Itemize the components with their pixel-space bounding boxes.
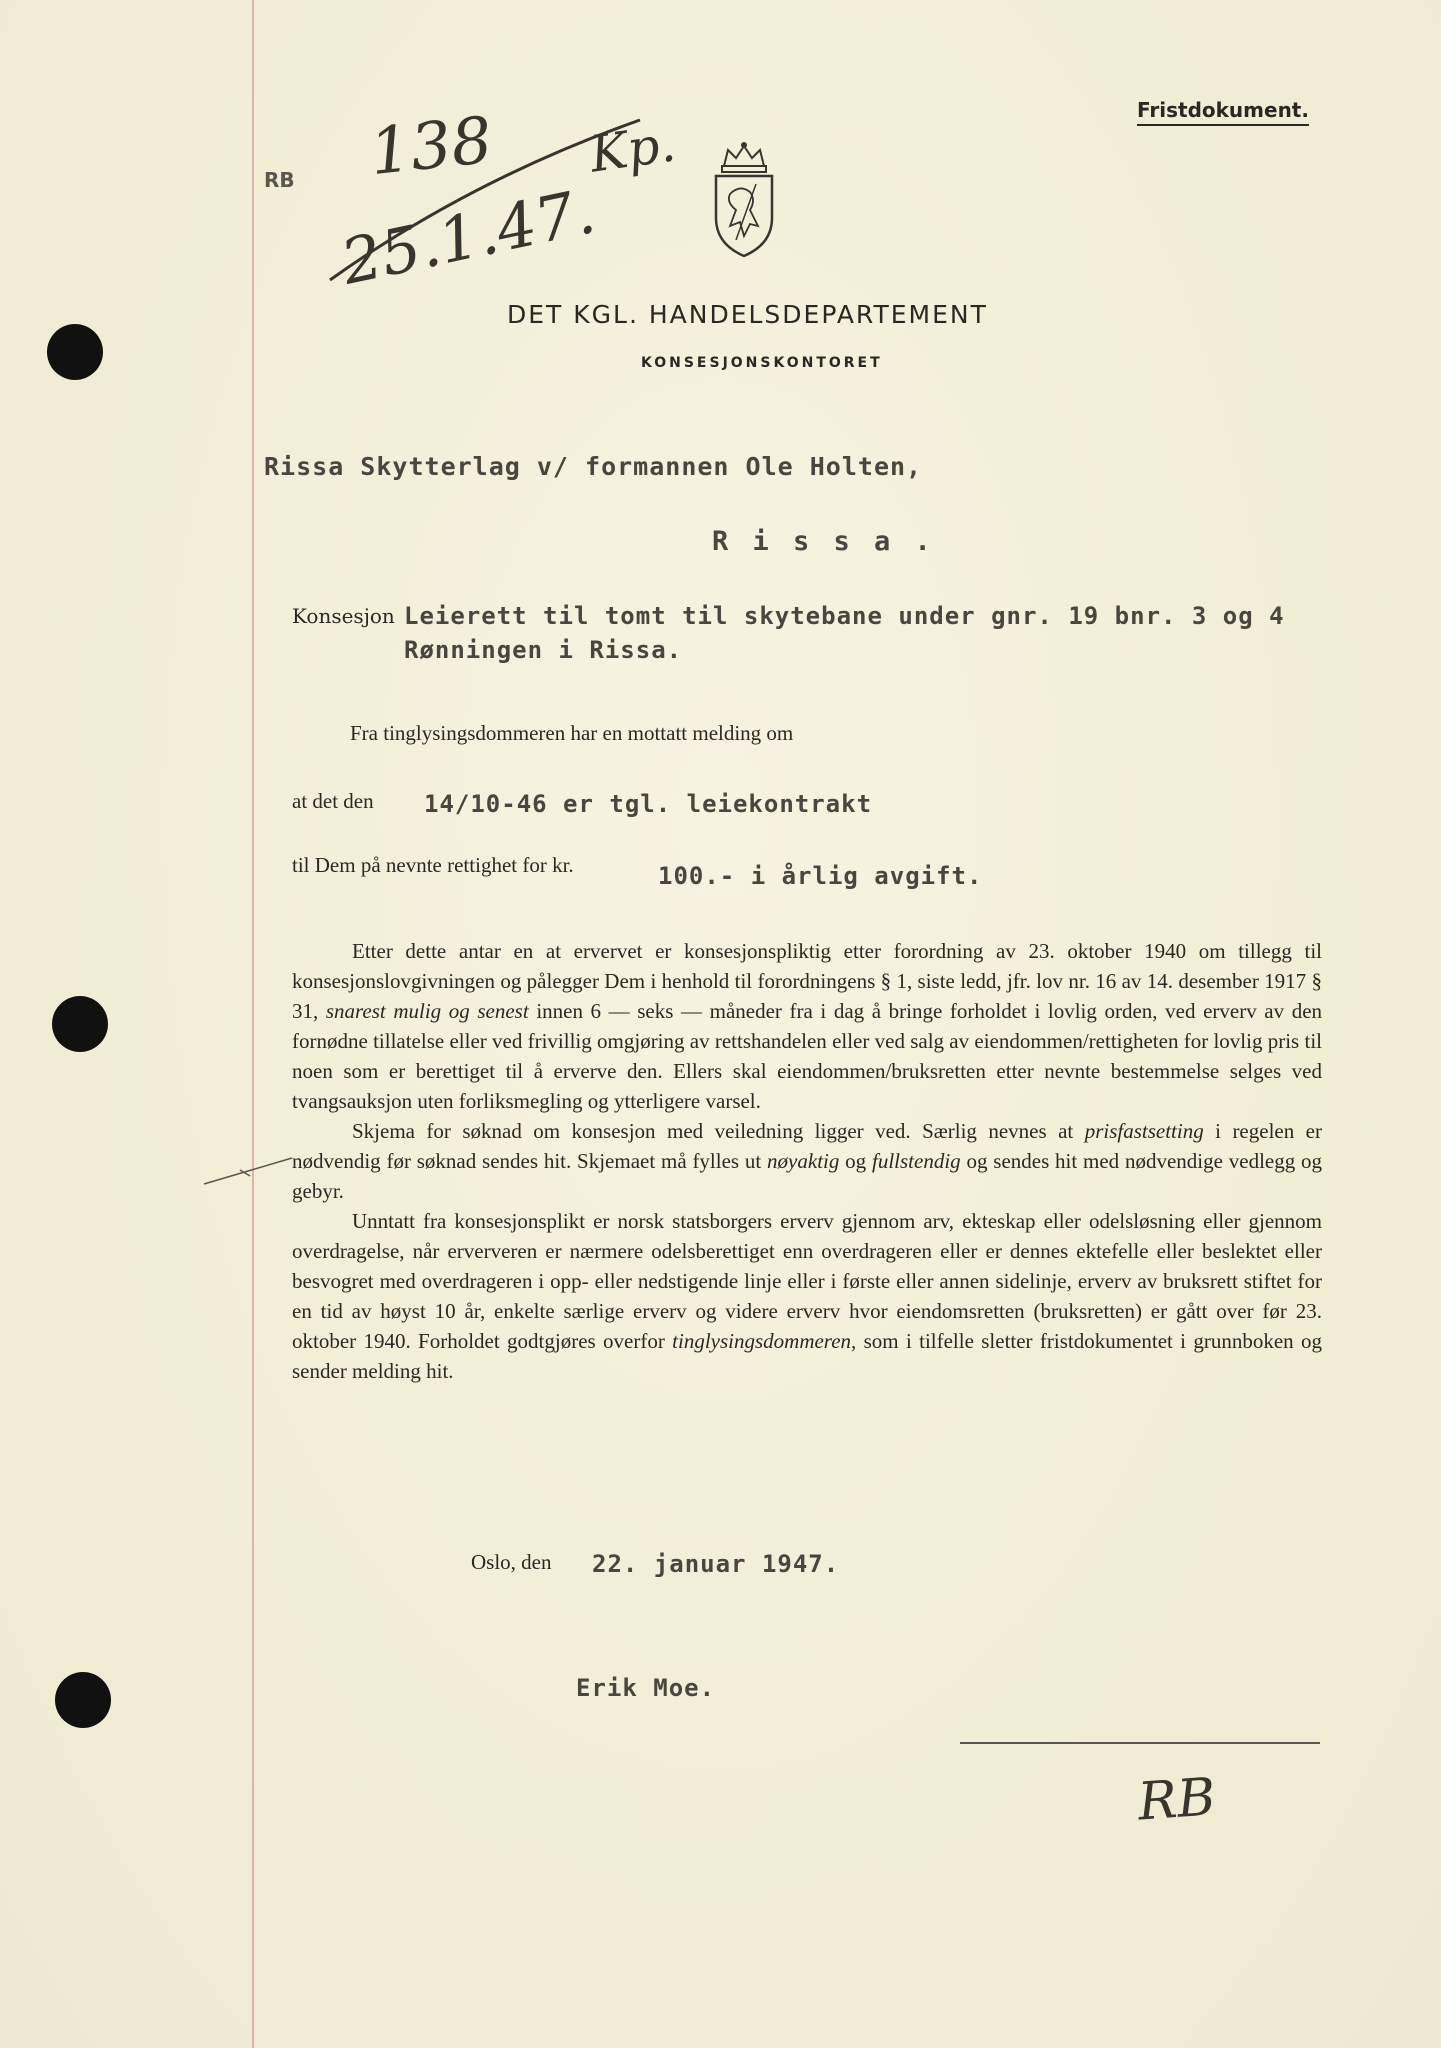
body-text [292, 936, 1322, 1386]
paragraph-1: Etter dette antar en at ervervet er konsesjonspliktig etter forordning av 23. oktober 1940 om tillegg til konsesjonslovgivningen og pålegger Dem i henhold til forordningens § 1, siste ledd, jfr. lov nr. 16 av 14. desember 1917 § 31, snarest mulig og senest innen 6 — seks — måneder fra i dag å bringe forholdet i lovlig orden, ved erverv av den fornødne tillatelse eller ved frivillig omgjøring av rettshandelen eller ved salg av eiendommen/rettigheten for lovlig pris til noen som er berettiget til å erverve den. Ellers skal eiendommen/bruksretten etter nevnte bestemmelse selges ved tvangsauksjon uten forliksmegling og ytterligere varsel. [292, 939, 1323, 1113]
notice-amount-value: 100.- i årlig avgift. [658, 862, 983, 890]
handwritten-number: 138 [366, 103, 496, 191]
closing-date: 22. januar 1947. [592, 1550, 840, 1578]
notice-line-3-prefix: til Dem på nevnte rettighet for kr. [292, 853, 574, 877]
department-title: DET KGL. HANDELSDEPARTEMENT [507, 300, 988, 329]
notice-line-1: Fra tinglysingsdommeren har en mottatt melding om [350, 721, 794, 745]
handwritten-date: 25.1.47. [335, 174, 602, 299]
margin-line [252, 0, 254, 2048]
paragraph-2: Skjema for søknad om konsesjon med veiledning ligger ved. Særlig nevnes at prisfastsetting i regelen er nødvendig før søknad sendes hit. Skjemaet må fylles ut nøyaktig og fullstendig og sendes hit med nødvendige vedlegg og gebyr. [292, 1119, 1323, 1203]
recipient-place: R i s s a . [712, 526, 935, 557]
stamp-initials: RB [264, 168, 295, 192]
konsesjon-label: Konsesjon [292, 604, 395, 628]
punch-hole [47, 324, 103, 380]
handwritten-mark: Kp. [586, 114, 679, 184]
closing-place: Oslo, den [471, 1550, 552, 1574]
konsesjon-value-2: Rønningen i Rissa. [404, 636, 683, 664]
punch-hole [55, 1672, 111, 1728]
handwritten-stroke [320, 110, 660, 290]
handwritten-initials: RB [1136, 1767, 1218, 1833]
coat-of-arms-icon [706, 140, 782, 260]
punch-hole [52, 996, 108, 1052]
recipient-line: Rissa Skytterlag v/ formannen Ole Holten, [264, 452, 923, 481]
signature-line [960, 1742, 1320, 1744]
fristdokument-label: Fristdokument. [1137, 98, 1309, 126]
paragraph-3: Unntatt fra konsesjonsplikt er norsk statsborgers erverv gjennom arv, ekteskap eller odelsløsning eller gjennom overdragelse, når erververen er nærmere odelsberettiget enn overdrageren eller er dennes ektefelle eller beslektet eller besvogret med overdrageren i opp- eller nedstigende linje eller i første eller annen sidelinje, erverv av bruksrett stiftet for en tid av høyst 10 år, enkelte særlige erverv og videre erverv hvor eiendomsretten (bruksretten) er gått over før 23. oktober 1940. Forholdet godtgjøres overfor tinglysingsdommeren, som i tilfelle sletter fristdokumentet i grunnboken og sender melding hit. [292, 1209, 1322, 1383]
konsesjon-value: Leierett til tomt til skytebane under gnr. 19 bnr. 3 og 4 [404, 602, 1285, 630]
notice-line-2-prefix: at det den [292, 789, 374, 813]
signature-name: Erik Moe. [576, 1674, 716, 1702]
margin-pen-mark [200, 1150, 300, 1190]
notice-date-value: 14/10-46 er tgl. leiekontrakt [424, 790, 873, 818]
office-subtitle: KONSESJONSKONTORET [641, 355, 883, 371]
